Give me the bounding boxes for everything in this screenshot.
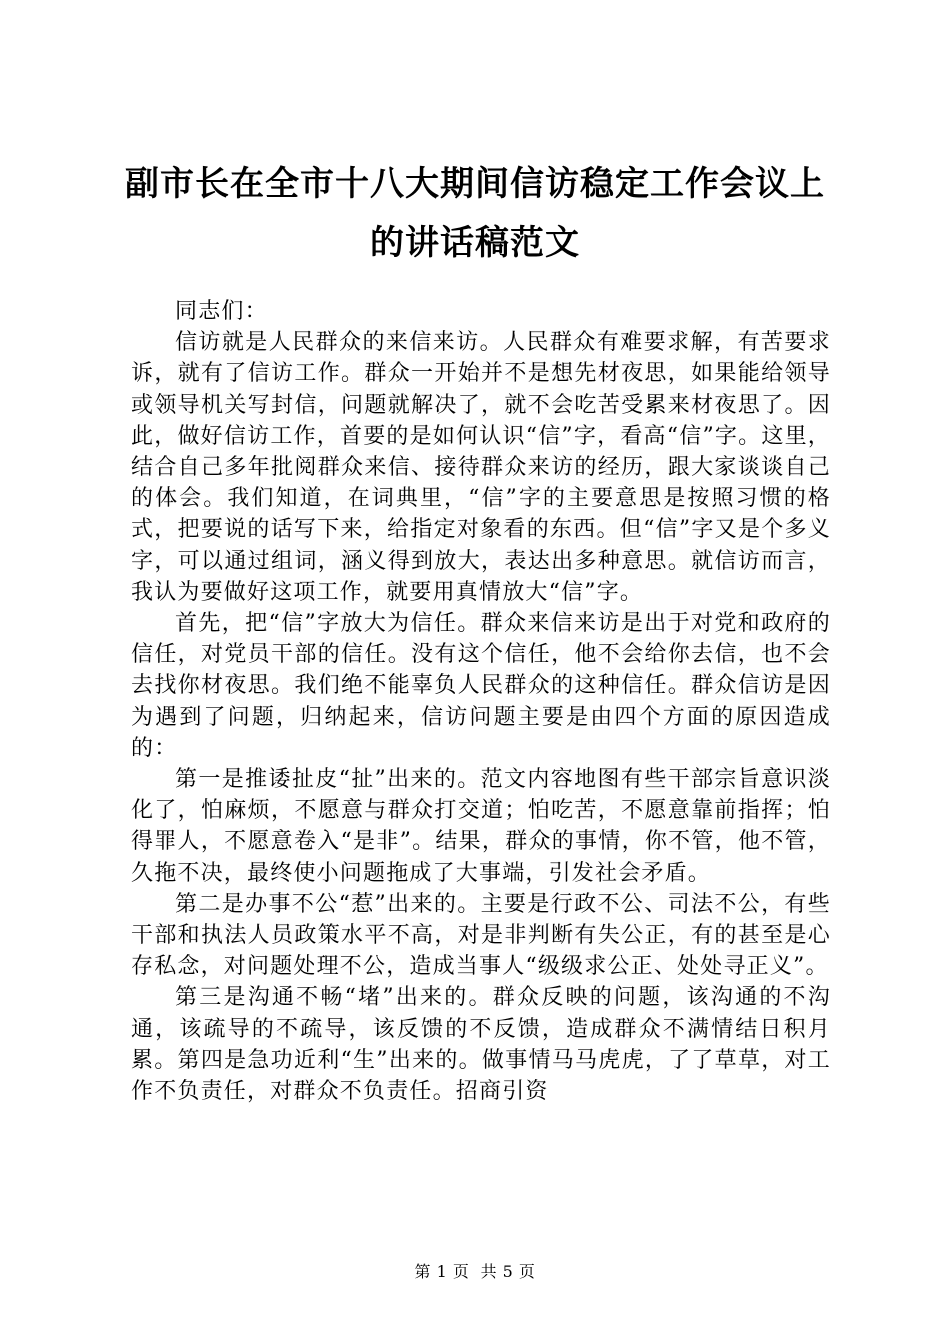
page-number-footer: 第 1 页 共 5 页 (414, 1262, 536, 1281)
paragraph: 信访就是人民群众的来信来访。人民群众有难要求解，有苦要求诉，就有了信访工作。群众一开始并不是想先材夜思，如果能给领导或领导机关写封信，问题就解决了，就不会吃苦受累来材夜思了。因此，做好信访工作，首要的是如何认识“信”字，看高“信”字。这里，结合自己多年批阅群众来信、接待群众来访的经历，跟大家谈谈自己的体会。我们知道，在词典里，“信”字的主要意思是按照习惯的格式，把要说的话写下来，给指定对象看的东西。但“信”字又是个多义字，可以通过组词，涵义得到放大，表达出多种意思。就信访而言，我认为要做好这项工作，就要用真情放大“信”字。 (131, 330, 831, 605)
document-title-line-1: 副市长在全市十八大期间信访稳定工作会议上 (125, 164, 825, 204)
paragraph: 第二是办事不公“惹”出来的。主要是行政不公、司法不公，有些干部和执法人员政策水平不高，对是非判断有失公正，有的甚至是心存私念，对问题处理不公，造成当事人“级级求公正、处处寻正义”。 (131, 891, 831, 980)
paragraph: 首先，把“信”字放大为信任。群众来信来访是出于对党和政府的信任，对党员干部的信任。没有这个信任，他不会给你去信，也不会去找你材夜思。我们绝不能辜负人民群众的这种信任。群众信访是因为遇到了问题，归纳起来，信访问题主要是由四个方面的原因造成的： (131, 611, 831, 761)
document-title-line-2: 的讲话稿范文 (370, 223, 580, 263)
document-body (131, 296, 831, 1107)
paragraph: 第一是推诿扯皮“扯”出来的。范文内容地图有些干部宗旨意识淡化了，怕麻烦，不愿意与群众打交道；怕吃苦，不愿意靠前指挥；怕得罪人，不愿意卷入“是非”。结果，群众的事情，你不管，他不管，久拖不决，最终使小问题拖成了大事端，引发社会矛盾。 (131, 767, 831, 886)
paragraph: 第三是沟通不畅“堵”出来的。群众反映的问题，该沟通的不沟通，该疏导的不疏导，该反馈的不反馈，造成群众不满情结日积月累。第四是急功近利“生”出来的。做事情马马虎虎，了了草草，对工作不负责任，对群众不负责任。招商引资 (131, 985, 831, 1105)
salutation: 同志们： (175, 299, 268, 324)
